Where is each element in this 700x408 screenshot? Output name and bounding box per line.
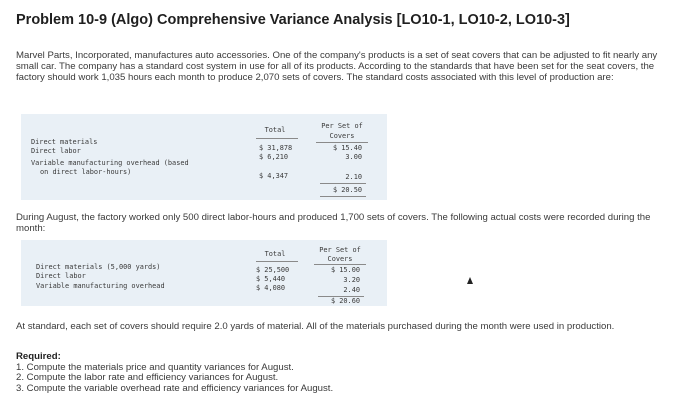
act-row-per-set: 3.20 xyxy=(343,276,360,284)
std-row-total: $ 4,347 xyxy=(259,172,289,180)
std-total-header-rule xyxy=(256,138,298,139)
std-per-set-header-rule xyxy=(316,142,368,143)
std-row-label-continued: on direct labor-hours) xyxy=(40,168,132,176)
act-col-per-set-header-line1: Per Set of xyxy=(319,246,361,254)
std-col-per-set-header-line2: Covers xyxy=(329,132,355,140)
required-item: 1. Compute the materials price and quantity variances for August. xyxy=(16,361,294,373)
problem-title: Problem 10-9 (Algo) Comprehensive Variance Analysis [LO10-1, LO10-2, LO10-3] xyxy=(16,12,570,28)
std-row-per-set: $ 15.40 xyxy=(332,144,362,152)
std-row-per-set: 3.00 xyxy=(345,153,362,161)
required-item: 2. Compute the labor rate and efficiency variances for August. xyxy=(16,372,279,384)
act-row-total: $ 4,080 xyxy=(256,284,286,292)
act-row-per-set: $ 15.00 xyxy=(330,266,360,274)
august-paragraph: During August, the factory worked only 500 direct labor-hours and produced 1,700 sets of covers. The following actual costs were recorded during the month: xyxy=(16,212,651,234)
intro-paragraph: Marvel Parts, Incorporated, manufactures auto accessories. One of the company's products is a set of seat covers that can be adjusted to fit nearly any small car. The company has a standard cost system in use for all of its products. According to the standards that have been set for the seat covers, the factory should work 1,035 hours each month to produce 2,070 sets of covers. The standard costs associated with this level of production are: xyxy=(16,50,658,83)
std-row-per-set: 2.10 xyxy=(345,173,362,181)
act-col-per-set-header-line2: Covers xyxy=(327,255,353,263)
std-row-label: Direct materials xyxy=(31,138,98,146)
std-row-total: $ 31,878 xyxy=(259,144,293,152)
act-total-header-rule xyxy=(256,261,298,262)
std-row-total: $ 6,210 xyxy=(259,153,289,161)
std-col-total-header: Total xyxy=(264,126,286,134)
act-row-per-set: 2.40 xyxy=(343,286,360,294)
act-per-set-header-rule xyxy=(314,264,366,265)
act-row-total: $ 25,500 xyxy=(256,266,290,274)
mouse-cursor-icon xyxy=(467,277,473,284)
required-section xyxy=(16,352,333,394)
act-col-total-header: Total xyxy=(264,250,286,258)
act-per-set-total: $ 20.60 xyxy=(330,297,360,305)
act-row-label: Direct labor xyxy=(36,272,86,280)
required-heading: Required: xyxy=(16,351,61,362)
std-col-per-set-header-line1: Per Set of xyxy=(321,122,363,130)
act-row-total: $ 5,440 xyxy=(256,275,286,283)
standard-note-paragraph: At standard, each set of covers should require 2.0 yards of material. All of the materials purchased during the month were used in production. xyxy=(16,321,615,332)
act-row-label: Variable manufacturing overhead xyxy=(36,282,165,290)
required-item: 3. Compute the variable overhead rate and efficiency variances for August. xyxy=(16,382,334,394)
std-total-rule xyxy=(320,196,366,197)
std-row-label: Direct labor xyxy=(31,147,81,155)
std-per-set-total: $ 20.50 xyxy=(332,186,362,194)
std-sum-rule xyxy=(320,183,366,184)
act-row-label: Direct materials (5,000 yards) xyxy=(36,263,161,271)
std-row-label: Variable manufacturing overhead (based xyxy=(31,159,189,167)
